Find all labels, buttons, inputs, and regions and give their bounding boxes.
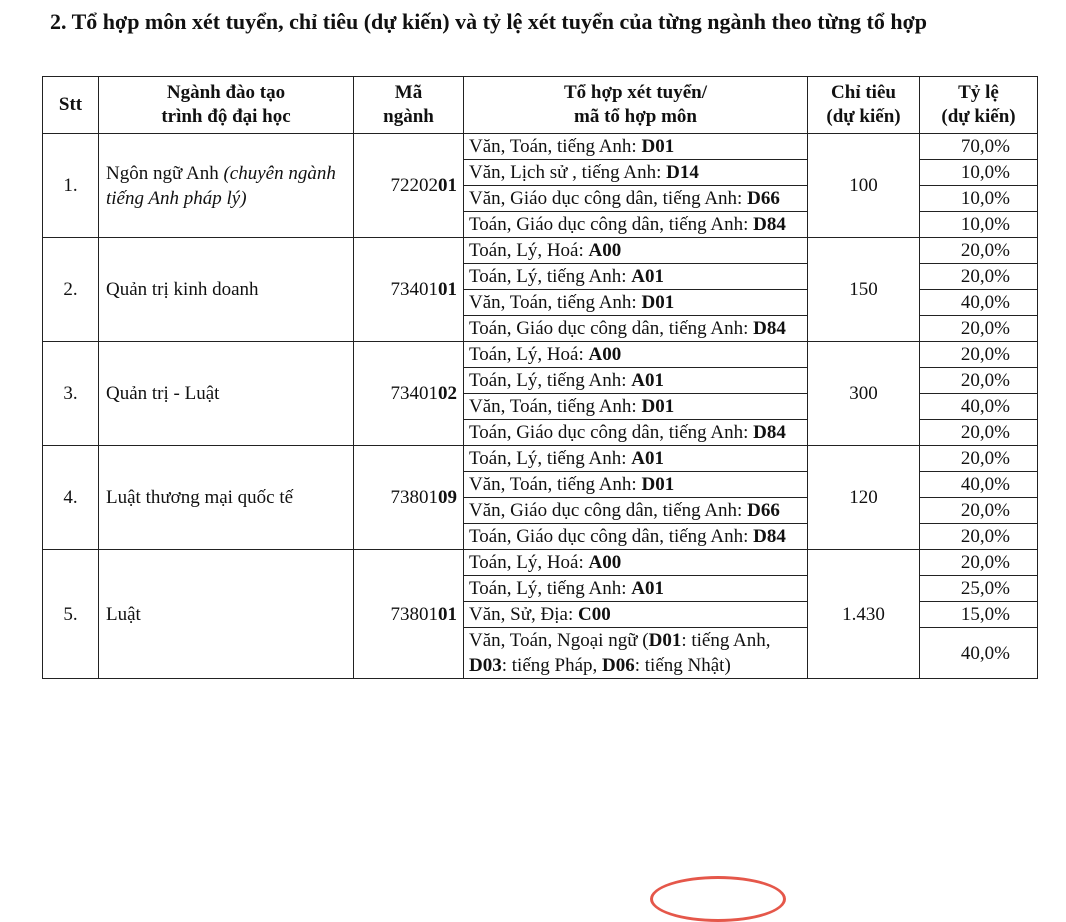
row-quota: 1.430 [808,550,920,679]
row-stt: 3. [43,342,99,446]
combo-code: D14 [666,162,699,183]
combo-cell [464,238,808,264]
combo-ratio: 20,0% [920,342,1038,368]
combo-code: A00 [588,344,622,365]
combo-cell [464,134,808,160]
combo-cell [464,290,808,316]
row-major [99,446,354,550]
combo-text: Văn, Giáo dục công dân, tiếng Anh: [469,500,748,521]
code-suffix: 02 [438,383,457,404]
major-name: Ngôn ngữ Anh [106,162,219,184]
combo-code: D06 [602,655,635,676]
table-row [43,134,1038,160]
code-prefix: 73401 [390,383,438,404]
combo-cell [464,628,808,679]
combo-text: Toán, Lý, Hoá: [469,240,589,261]
row-code [354,342,464,446]
combo-text: Toán, Giáo dục công dân, tiếng Anh: [469,422,754,443]
combo-code: D01 [641,396,675,417]
row-code [354,134,464,238]
combo-cell [464,498,808,524]
combo-cell [464,342,808,368]
combo-cell [464,368,808,394]
row-code [354,238,464,342]
row-code [354,550,464,679]
combo-text: Văn, Toán, tiếng Anh: [469,136,642,157]
combo-ratio: 40,0% [920,394,1038,420]
combo-text: : tiếng Pháp, [501,655,603,676]
combo-code: A01 [631,370,664,391]
table-header-row [43,77,1038,134]
row-quota: 300 [808,342,920,446]
major-name: Luật thương mại quốc tế [106,487,294,508]
combo-code: D66 [747,188,780,209]
combo-code: D84 [753,214,786,235]
major-name: Quản trị kinh doanh [106,279,259,300]
row-quota: 100 [808,134,920,238]
combo-ratio: 70,0% [920,134,1038,160]
combo-text: : tiếng Nhật) [634,655,731,676]
combo-ratio: 40,0% [920,290,1038,316]
combo-code: A00 [588,240,622,261]
row-stt: 1. [43,134,99,238]
combo-cell [464,264,808,290]
admission-table [42,76,1038,679]
combo-text: Toán, Lý, tiếng Anh: [469,578,632,599]
code-suffix: 01 [438,175,457,196]
combo-cell [464,316,808,342]
combo-cell [464,602,808,628]
major-note: (chuyên ngành tiếng Anh pháp lý) [106,162,336,209]
combo-text: Toán, Lý, Hoá: [469,344,589,365]
combo-code: D84 [753,318,786,339]
code-prefix: 73801 [390,603,438,625]
table-row [43,238,1038,264]
major-name: Luật [106,603,141,625]
header-quota: Chỉ tiêu (dự kiến) [808,77,920,134]
combo-ratio: 20,0% [920,316,1038,342]
table-row [43,342,1038,368]
combo-ratio: 20,0% [920,420,1038,446]
combo-ratio: 40,0% [920,628,1038,679]
combo-ratio: 20,0% [920,446,1038,472]
combo-code: A01 [631,578,664,599]
combo-ratio: 25,0% [920,576,1038,602]
combo-code: A00 [588,552,622,573]
combo-code: D01 [641,474,675,495]
header-major: Ngành đào tạo trình độ đại học [99,77,354,134]
combo-code: A01 [631,266,664,287]
combo-ratio: 40,0% [920,472,1038,498]
row-code [354,446,464,550]
combo-text: Văn, Toán, tiếng Anh: [469,474,642,495]
row-major [99,134,354,238]
combo-ratio: 20,0% [920,498,1038,524]
code-prefix: 72202 [390,175,438,196]
combo-ratio: 20,0% [920,238,1038,264]
combo-text: Văn, Toán, Ngoại ngữ ( [469,630,649,651]
combo-text: Toán, Lý, Hoá: [469,552,589,573]
combo-code: D66 [747,500,780,521]
code-suffix: 01 [438,603,457,625]
combo-code: D01 [648,630,682,651]
table-row [43,446,1038,472]
combo-cell [464,186,808,212]
combo-text: Toán, Giáo dục công dân, tiếng Anh: [469,318,754,339]
red-seal-stamp [650,876,786,922]
combo-text: Toán, Lý, tiếng Anh: [469,448,632,469]
combo-cell [464,420,808,446]
combo-cell [464,446,808,472]
combo-code: D84 [753,526,786,547]
header-code: Mã ngành [354,77,464,134]
combo-text: Toán, Giáo dục công dân, tiếng Anh: [469,214,754,235]
combo-text: Văn, Giáo dục công dân, tiếng Anh: [469,188,748,209]
code-prefix: 73401 [390,279,438,300]
row-quota: 120 [808,446,920,550]
combo-text: : tiếng Anh, [681,630,771,651]
code-suffix: 01 [438,279,457,300]
table-row [43,550,1038,576]
row-stt: 4. [43,446,99,550]
table-body [43,134,1038,679]
combo-text: Văn, Toán, tiếng Anh: [469,396,642,417]
combo-code: D03 [469,655,502,676]
combo-cell [464,212,808,238]
combo-text: Văn, Toán, tiếng Anh: [469,292,642,313]
combo-cell [464,524,808,550]
combo-cell [464,472,808,498]
combo-text: Toán, Lý, tiếng Anh: [469,370,632,391]
combo-code: D01 [641,292,675,313]
combo-cell [464,394,808,420]
combo-ratio: 20,0% [920,524,1038,550]
combo-ratio: 10,0% [920,160,1038,186]
section-heading: 2. Tổ hợp môn xét tuyển, chỉ tiêu (dự kiến) và tỷ lệ xét tuyển của từng ngành theo từng tổ hợp [50,9,928,34]
combo-cell [464,160,808,186]
combo-code: A01 [631,448,664,469]
combo-ratio: 15,0% [920,602,1038,628]
row-major [99,550,354,679]
major-name: Quản trị - Luật [106,383,220,404]
code-prefix: 73801 [390,487,438,508]
combo-ratio: 20,0% [920,368,1038,394]
combo-text: Toán, Lý, tiếng Anh: [469,266,632,287]
combo-ratio: 10,0% [920,186,1038,212]
header-combo: Tổ hợp xét tuyển/ mã tổ hợp môn [464,77,808,134]
combo-cell [464,576,808,602]
header-ratio: Tỷ lệ (dự kiến) [920,77,1038,134]
combo-text: Văn, Lịch sử , tiếng Anh: [469,162,667,183]
combo-code: D84 [753,422,786,443]
combo-code: C00 [577,604,611,625]
combo-ratio: 20,0% [920,264,1038,290]
combo-ratio: 20,0% [920,550,1038,576]
code-suffix: 09 [438,487,457,508]
row-major [99,238,354,342]
combo-cell [464,550,808,576]
row-major [99,342,354,446]
combo-code: D01 [641,136,675,157]
row-stt: 2. [43,238,99,342]
row-quota: 150 [808,238,920,342]
combo-ratio: 10,0% [920,212,1038,238]
header-stt: Stt [43,77,99,134]
combo-text: Toán, Giáo dục công dân, tiếng Anh: [469,526,754,547]
combo-text: Văn, Sử, Địa: [469,604,578,625]
row-stt: 5. [43,550,99,679]
